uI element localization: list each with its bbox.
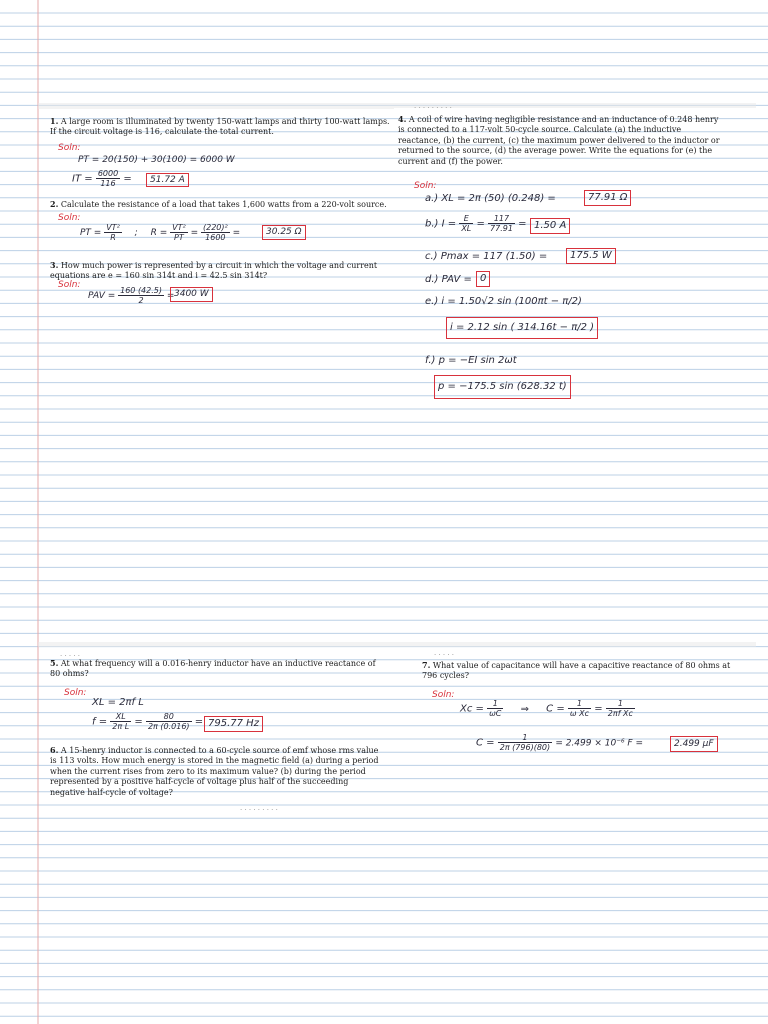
soln-label-5: Soln: xyxy=(64,688,87,698)
p4-f: f.) p = −EI sin 2ωt xyxy=(425,355,517,366)
pav-lhs: PAV = xyxy=(88,291,116,301)
it-num: 6000 xyxy=(97,169,119,178)
soln-label-3: Soln: xyxy=(58,280,81,290)
p7-answer: 2.499 μF xyxy=(670,736,718,752)
eq: = xyxy=(166,291,175,301)
pav-den: 2 xyxy=(138,296,144,305)
eq: = xyxy=(190,228,199,238)
p4-c-answer: 175.5 W xyxy=(566,248,616,264)
p1-it xyxy=(72,169,132,188)
c-num: 1 xyxy=(568,699,591,709)
it-eq: = xyxy=(123,173,132,185)
cut-off-text-top: · · · · · · · · · xyxy=(414,104,452,112)
p4-d-answer: 0 xyxy=(476,271,490,287)
soln-label-4: Soln: xyxy=(414,181,437,191)
arrow: ⇒ xyxy=(520,703,529,715)
p5-line1: XL = 2πf L xyxy=(92,697,144,708)
c3-den: 2π (796)(80) xyxy=(499,743,551,752)
cut-off-text-5: · · · · · xyxy=(60,652,81,660)
p3-answer: 3400 W xyxy=(170,287,213,302)
r-lhs: R = xyxy=(150,228,168,238)
eq: = xyxy=(134,716,143,728)
problem-6 xyxy=(50,745,380,798)
sub-fraction xyxy=(146,712,192,731)
b-fraction1 xyxy=(459,214,473,233)
p4-e: e.) i = 1.50√2 sin (100πt − π/2) xyxy=(425,296,582,307)
pav-fraction xyxy=(118,286,164,305)
c3-num: 1 xyxy=(498,733,552,743)
problem-number: 2. xyxy=(50,199,59,209)
c2-den: 2πf Xc xyxy=(607,709,633,718)
p4-a-answer: 77.91 Ω xyxy=(584,190,631,206)
problem-number: 7. xyxy=(422,660,431,670)
problem-7 xyxy=(422,660,742,682)
r-den: PT xyxy=(174,233,184,242)
p4-c: c.) Pmax = 117 (1.50) = xyxy=(425,251,548,262)
cut-off-text-7: · · · · · xyxy=(434,651,455,659)
problem-text: Calculate the resistance of a load that takes 1,600 watts from a 220-volt source. xyxy=(60,200,387,209)
problem-number: 1. xyxy=(50,116,59,126)
cut-off-text-6: · · · · · · · · · xyxy=(240,806,278,814)
p1-answer: 51.72 A xyxy=(146,173,189,187)
problem-text: How much power is represented by a circuit in which the voltage and current equations are e = 160 sin 314t and i = 42.5 sin 314t? xyxy=(50,261,378,281)
c2-num: 1 xyxy=(606,699,635,709)
pt-den: R xyxy=(110,233,116,242)
b-den1: XL xyxy=(461,224,472,233)
pav-num: 160 (42.5) xyxy=(120,286,162,295)
problem-text: A coil of wire having negligible resistance and an inductance of 0.248 henry is connected to a 117-volt 50-cycle source. Calculate (a) the inductive reactance, (b) the current, (c) the maximum power delivered to the inductor or returned to the source, (d) the average power. Write the equations for (e) the current and (f) the power. xyxy=(398,115,720,166)
p5-answer: 795.77 Hz xyxy=(204,716,263,732)
problem-number: 6. xyxy=(50,745,59,755)
p4-f-answer: p = −175.5 sin (628.32 t) xyxy=(434,375,571,399)
soln-label-2: Soln: xyxy=(58,213,81,223)
sep: ; xyxy=(134,228,138,238)
b-den2: 77.91 xyxy=(490,224,513,233)
problem-number: 4. xyxy=(398,114,407,124)
eq2: = xyxy=(232,228,241,238)
sub-fraction xyxy=(201,223,230,242)
c3-lhs: C = xyxy=(476,737,495,749)
p2-answer: 30.25 Ω xyxy=(262,225,306,240)
b-eq2: = xyxy=(518,218,527,230)
c-fraction xyxy=(568,699,591,718)
b-lhs: b.) I = xyxy=(425,218,457,230)
c-lhs: C = xyxy=(546,703,565,715)
p7-work xyxy=(460,699,635,718)
it-lhs: IT = xyxy=(72,173,93,185)
p3-work xyxy=(88,286,174,305)
problem-number: 3. xyxy=(50,260,59,270)
sub-num: (220)² xyxy=(202,223,228,232)
soln-label-1: Soln: xyxy=(58,143,81,153)
p4-e-answer: i = 2.12 sin ( 314.16t − π/2 ) xyxy=(446,317,598,339)
problem-5 xyxy=(50,658,380,680)
b-fraction2 xyxy=(488,214,515,233)
r-fraction xyxy=(170,223,188,242)
problem-number: 5. xyxy=(50,658,59,668)
c3-eq: = 2.499 × 10⁻⁶ F = xyxy=(555,738,643,749)
sub-den: 2π (0.016) xyxy=(147,722,190,731)
problem-2 xyxy=(50,199,390,210)
b-num1: E xyxy=(459,214,473,224)
r-num: VT² xyxy=(172,223,186,232)
xc-num: 1 xyxy=(487,699,503,709)
p4-a: a.) XL = 2π (50) (0.248) = xyxy=(425,193,556,204)
xc-lhs: Xc = xyxy=(460,703,484,715)
pt-fraction xyxy=(104,223,122,242)
b-eq: = xyxy=(476,218,485,230)
p4-d: d.) PAV = xyxy=(425,274,472,285)
problem-text: At what frequency will a 0.016-henry inductor have an inductive reactance of 80 ohms? xyxy=(50,659,376,679)
problem-1 xyxy=(50,116,390,138)
p5-work xyxy=(92,712,203,731)
it-den: 116 xyxy=(100,179,116,188)
it-fraction xyxy=(96,169,120,188)
f-den: 2π L xyxy=(112,722,130,731)
eq2: = xyxy=(194,716,204,728)
c-den: ω Xc xyxy=(569,709,590,718)
p7-line2 xyxy=(476,733,643,752)
pt-lhs: PT = xyxy=(80,228,102,238)
problem-text: A 15-henry inductor is connected to a 60-cycle source of emf whose rms value is 113 volts. How much energy is stored in the magnetic field (a) during a period when the current rises from zero to its maximum value? (b) during the period represented by a positive half-cycle of voltage plus half of the succeeding negative half-cycle of voltage? xyxy=(50,746,379,797)
p4-b-answer: 1.50 A xyxy=(530,218,570,234)
p4-b xyxy=(425,214,527,233)
b-num2: 117 xyxy=(488,214,515,224)
f-lhs: f = xyxy=(92,716,108,728)
p1-line1: PT = 20(150) + 30(100) = 6000 W xyxy=(78,155,235,165)
sub-num: 80 xyxy=(146,712,192,722)
problem-4 xyxy=(398,114,720,167)
c2-fraction xyxy=(606,699,635,718)
xc-fraction xyxy=(487,699,503,718)
f-fraction xyxy=(110,712,131,731)
xc-den: ωC xyxy=(489,709,502,718)
problem-3 xyxy=(50,260,380,282)
soln-label-7: Soln: xyxy=(432,690,455,700)
c3-fraction xyxy=(498,733,552,752)
eq: = xyxy=(594,703,603,715)
pt-num: VT² xyxy=(106,223,120,232)
sub-den: 1600 xyxy=(205,233,226,242)
p2-work xyxy=(80,223,240,242)
problem-text: A large room is illuminated by twenty 150-watt lamps and thirty 100-watt lamps. If the circuit voltage is 116, calculate the total current. xyxy=(50,117,390,137)
f-num: XL xyxy=(110,712,131,722)
problem-text: What value of capacitance will have a capacitive reactance of 80 ohms at 796 cycles? xyxy=(422,661,731,681)
